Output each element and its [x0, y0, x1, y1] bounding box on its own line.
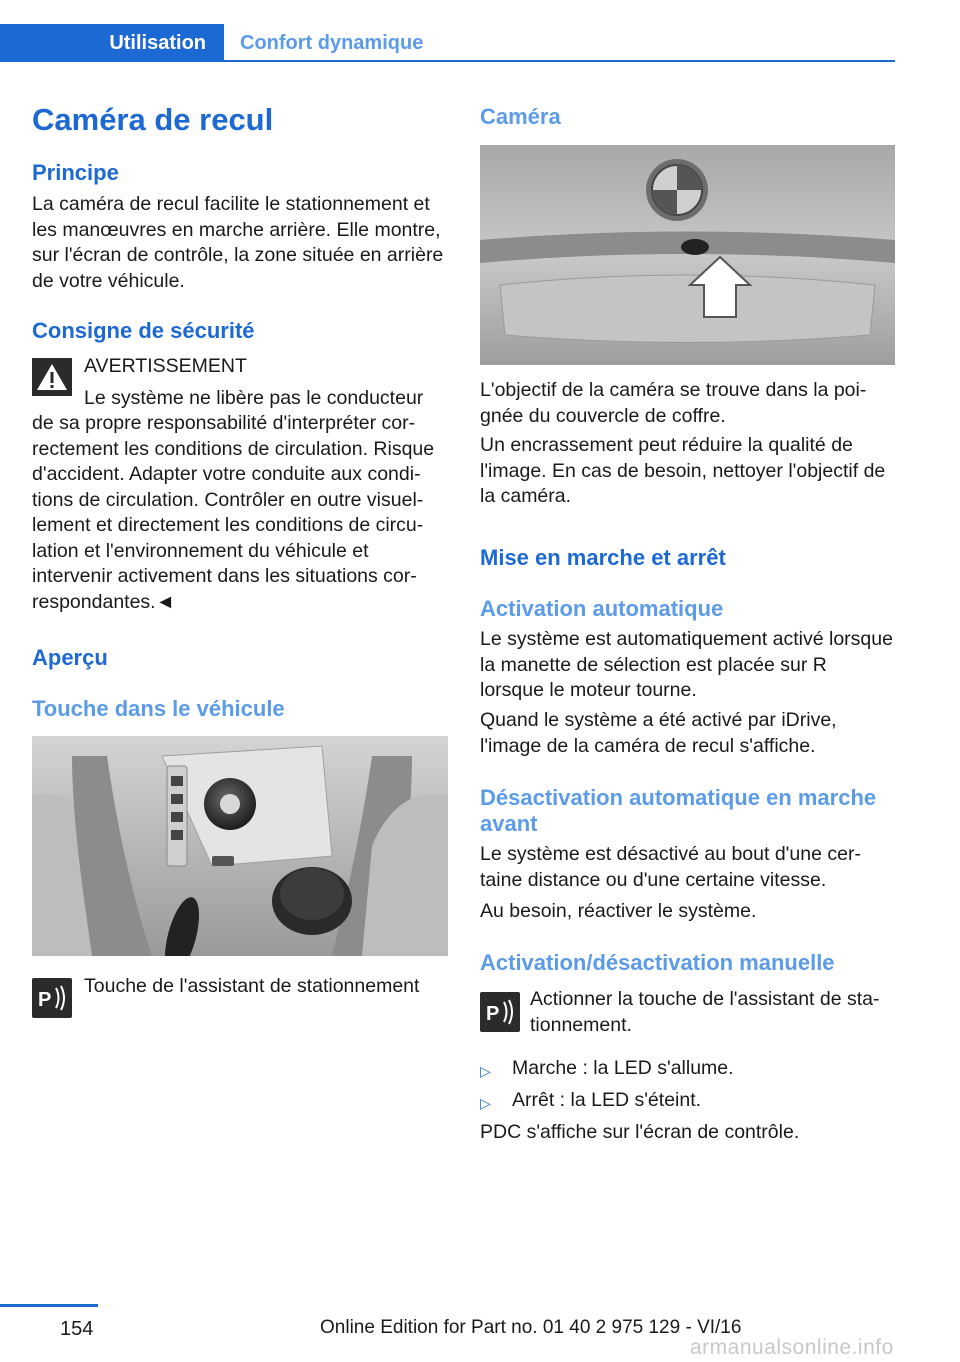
warning-label: AVERTISSEMENT [84, 355, 247, 377]
touche-heading: Touche dans le véhicule [32, 696, 285, 721]
triangle-bullet-icon: ▷ [480, 1063, 491, 1079]
park-assist-icon-2 [480, 992, 520, 1032]
footer-rule [0, 1304, 98, 1307]
watermark: armanualsonline.info [690, 1336, 894, 1359]
principe-text: La caméra de recul facilite le stationnement et les manœuvres en marche arrière. Elle montre, sur l'écran de contrôle, la zone située en arrière de votre véhicule. [32, 193, 444, 292]
manual-heading: Activation/désactivation manuelle [480, 950, 835, 975]
deact-heading: Désactivation automatique en marche avant [480, 785, 877, 836]
bullet-text: Arrêt : la LED s'éteint. [512, 1089, 702, 1111]
auto-text-1: Le système est automatiquement activé lorsque la manette de sélection est placée sur R lorsque le moteur tourne. [480, 628, 893, 701]
chapter-header [0, 24, 895, 62]
deact-text-2: Au besoin, réactiver le système. [480, 900, 757, 922]
principe-heading: Principe [32, 160, 119, 185]
button-caption: Touche de l'assistant de stationnement [84, 975, 420, 997]
warning-text-first-line: Le système ne libère pas le conducteur [84, 387, 424, 409]
list-item [480, 1088, 701, 1116]
camera-text-1: L'objectif de la caméra se trouve dans la poignée du couvercle de coffre. [480, 379, 867, 427]
svg-text:P: P [486, 1003, 500, 1025]
apercu-heading: Aperçu [32, 645, 108, 670]
deact-text-1: Le système est désactivé au bout d'une certaine distance ou d'une certaine vitesse. [480, 843, 861, 891]
svg-text:P: P [38, 989, 52, 1011]
center-console-image [32, 736, 448, 956]
page-title: Caméra de recul [32, 102, 274, 137]
triangle-bullet-icon: ▷ [480, 1095, 491, 1111]
marche-heading: Mise en marche et arrêt [480, 545, 726, 570]
auto-text-2: Quand le système a été activé par iDrive, l'image de la caméra de recul s'affiche. [480, 709, 837, 757]
list-item [480, 1056, 734, 1084]
park-assist-icon [32, 978, 72, 1018]
manual-text: Actionner la touche de l'assistant de stationnement. [530, 988, 880, 1036]
tab-confort-dynamique[interactable]: Confort dynamique [240, 31, 424, 54]
warning-icon [32, 358, 72, 396]
bullet-text: Marche : la LED s'allume. [512, 1057, 734, 1079]
tab-utilisation[interactable]: Utilisation [0, 24, 224, 62]
camera-text-2: Un encrassement peut réduire la qualité de l'image. En cas de besoin, nettoyer l'objectif de la caméra. [480, 434, 886, 507]
camera-heading: Caméra [480, 104, 561, 129]
edition-info: Online Edition for Part no. 01 40 2 975 129 - VI/16 [320, 1317, 742, 1338]
warning-text: de sa propre responsabilité d'interpréter correctement les conditions de circulation. Risque d'accident. Adapter votre conduite aux conditions de circulation. Contrôler en outre visuellement et directement les conditions de circulation et l'environnement du véhicule et intervenir activement dans les situations correspondantes.◄ [32, 412, 435, 613]
page-number: 154 [60, 1318, 94, 1340]
trunk-camera-image [480, 145, 895, 365]
auto-heading: Activation automatique [480, 596, 724, 621]
securite-heading: Consigne de sécurité [32, 318, 255, 343]
pdc-text: PDC s'affiche sur l'écran de contrôle. [480, 1121, 800, 1143]
